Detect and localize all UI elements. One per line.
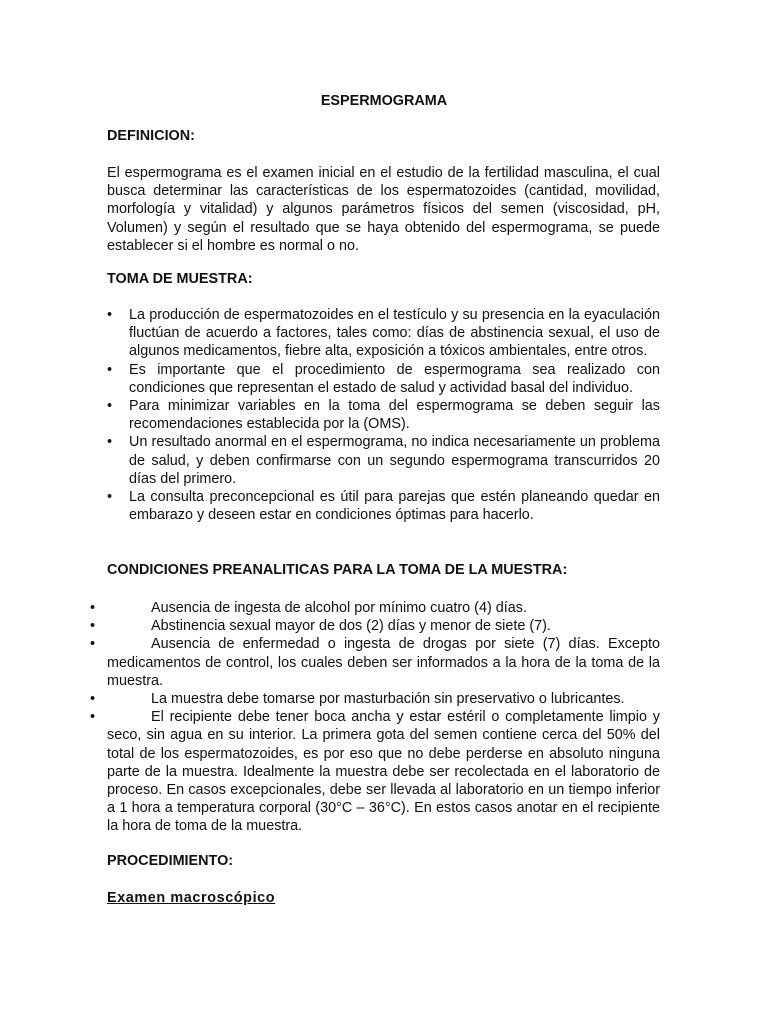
condiciones-heading: CONDICIONES PREANALITICAS PARA LA TOMA DE LA MUESTRA: (107, 562, 568, 578)
toma-muestra-item-5: • La consulta preconcepcional es útil para parejas que estén planeando quedar en embarazo y deseen estar en condiciones óptimas para hacerlo. (107, 488, 660, 524)
toma-muestra-item-2: • Es importante que el procedimiento de espermograma sea realizado con condiciones que representan el estado de salud y actividad basal del individuo. (107, 361, 660, 397)
toma-muestra-heading: TOMA DE MUESTRA: (107, 271, 253, 287)
examen-macroscopico-subheading: Examen macroscópico (107, 890, 276, 906)
toma-muestra-list (107, 306, 660, 524)
condiciones-item-5: • El recipiente debe tener boca ancha y estar estéril o completamente limpio y seco, sin agua en su interior. La primera gota del semen contiene cerca del 50% del total de los espermatozoides, es por eso que no debe perderse en absoluto ninguna parte de la muestra. Idealmente la muestra debe ser recolectada en el laboratorio de proceso. En casos excepcionales, debe ser llevada al laboratorio en un tiempo inferior a 1 hora a temperatura corporal (30°C – 36°C). En estos casos anotar en el recipiente la hora de toma de la muestra. (107, 708, 660, 835)
toma-muestra-item-3: • Para minimizar variables en la toma del espermograma se deben seguir las recomendaciones establecida por la (OMS). (107, 397, 660, 433)
toma-muestra-item-4: • Un resultado anormal en el espermograma, no indica necesariamente un problema de salud, y deben confirmarse con un segundo espermograma transcurridos 20 días del primero. (107, 433, 660, 488)
condiciones-item-2: • Abstinencia sexual mayor de dos (2) días y menor de siete (7). (107, 617, 660, 635)
definicion-heading: DEFINICION: (107, 128, 195, 144)
condiciones-item-4: • La muestra debe tomarse por masturbación sin preservativo o lubricantes. (107, 690, 660, 708)
condiciones-list (107, 599, 660, 836)
document-title: ESPERMOGRAMA (320, 93, 448, 109)
condiciones-item-3: • Ausencia de enfermedad o ingesta de drogas por siete (7) días. Excepto medicamentos de control, los cuales deben ser informados a la hora de la toma de la muestra. (107, 635, 660, 690)
toma-muestra-item-1: • La producción de espermatozoides en el testículo y su presencia en la eyaculación fluctúan de acuerdo a factores, tales como: días de abstinencia sexual, el uso de algunos medicamentos, fiebre alta, exposición a tóxicos ambientales, entre otros. (107, 306, 660, 361)
procedimiento-heading: PROCEDIMIENTO: (107, 853, 234, 869)
definicion-paragraph: El espermograma es el examen inicial en el estudio de la fertilidad masculina, el cual busca determinar las características de los espermatozoides (cantidad, movilidad, morfología y vitalidad) y algunos parámetros físicos del semen (viscosidad, pH, Volumen) y según el resultado que se haya obtenido del espermograma, se puede establecer si el hombre es normal o no. (107, 165, 660, 254)
condiciones-item-1: • Ausencia de ingesta de alcohol por mínimo cuatro (4) días. (107, 599, 660, 617)
